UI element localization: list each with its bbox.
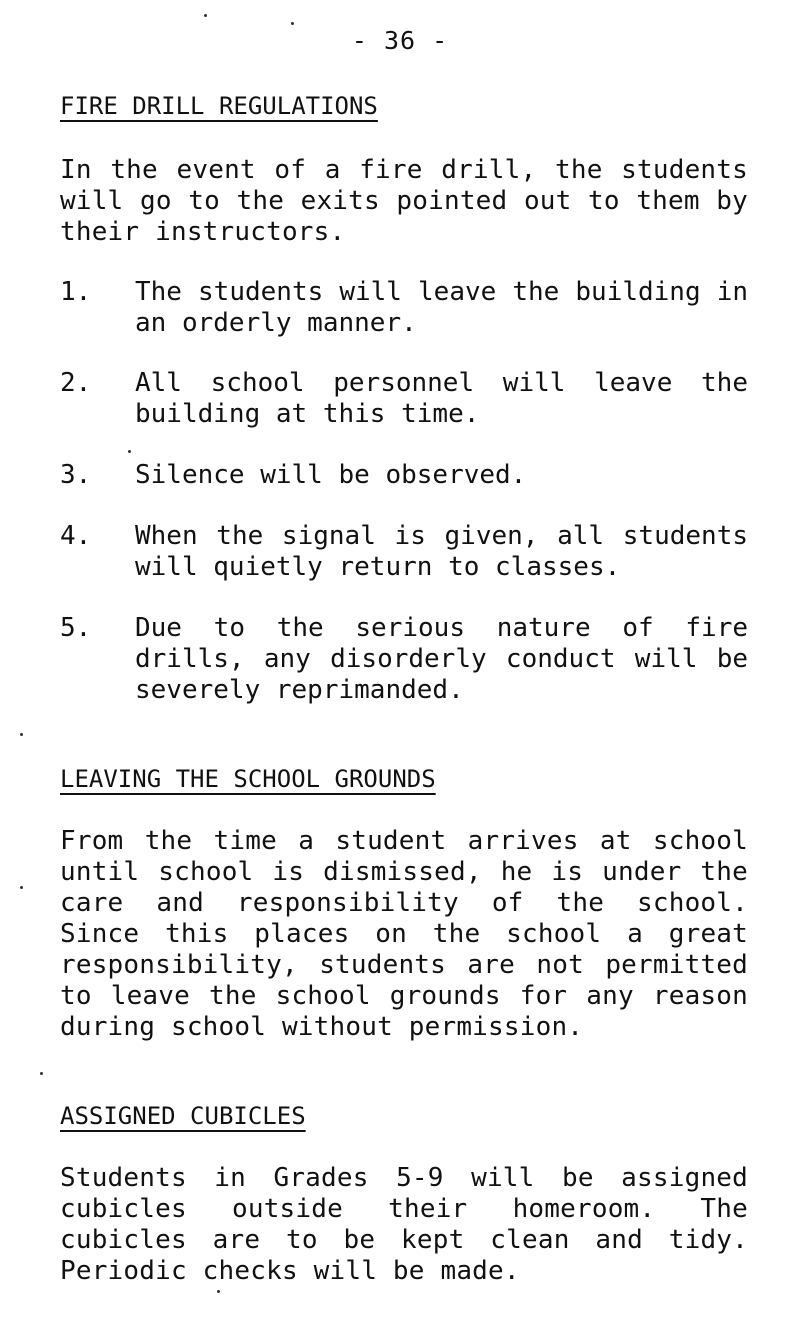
scan-speck bbox=[20, 733, 23, 736]
leaving-grounds-body: From the time a student arrives at school until school is dismissed, he is under the care and responsibility of the school. Since this places on the school a great responsibility, students are not permitted to leave the school grounds for any reason during school without permission. bbox=[60, 826, 748, 1042]
section-heading-fire-drill: FIRE DRILL REGULATIONS bbox=[60, 92, 378, 120]
list-item-number: 4. bbox=[60, 521, 92, 551]
scan-speck bbox=[128, 450, 131, 453]
page-number: - 36 - bbox=[351, 26, 449, 55]
scan-speck bbox=[291, 22, 294, 25]
list-item-text: The students will leave the building in an orderly manner. bbox=[135, 277, 748, 338]
scan-speck bbox=[20, 886, 23, 889]
list-item-number: 3. bbox=[60, 460, 92, 490]
section-heading-leaving-grounds: LEAVING THE SCHOOL GROUNDS bbox=[60, 765, 436, 793]
scan-speck bbox=[40, 1072, 43, 1075]
list-item-text: When the signal is given, all students will quietly return to classes. bbox=[135, 521, 748, 582]
list-item-number: 2. bbox=[60, 368, 92, 398]
scan-speck bbox=[217, 1290, 220, 1293]
list-item-text: All school personnel will leave the building at this time. bbox=[135, 368, 748, 429]
list-item-number: 5. bbox=[60, 613, 92, 643]
fire-drill-intro: In the event of a fire drill, the students will go to the exits pointed out to them by their instructors. bbox=[60, 155, 748, 247]
section-heading-assigned-cubicles: ASSIGNED CUBICLES bbox=[60, 1102, 306, 1130]
list-item-text: Due to the serious nature of fire drills, any disorderly conduct will be severely reprimanded. bbox=[135, 613, 748, 705]
list-item-number: 1. bbox=[60, 277, 92, 307]
assigned-cubicles-body: Students in Grades 5-9 will be assigned cubicles outside their homeroom. The cubicles are to be kept clean and tidy. Periodic checks will be made. bbox=[60, 1163, 748, 1286]
scan-speck bbox=[204, 14, 207, 17]
list-item-text: Silence will be observed. bbox=[135, 460, 527, 490]
